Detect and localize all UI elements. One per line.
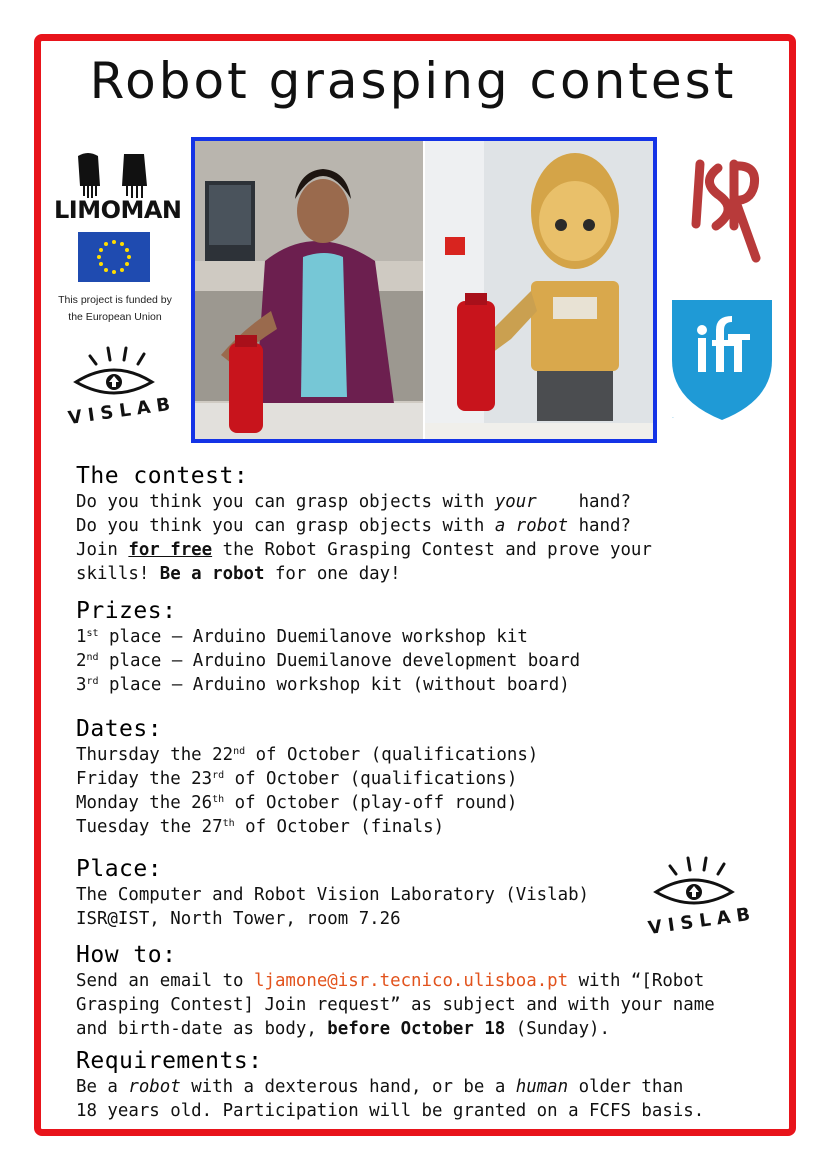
date-pre: Thursday the 22 [76, 745, 234, 765]
contest-line-1-em: your [494, 492, 537, 512]
howto-line-3-post: (Sunday). [505, 1019, 610, 1039]
howto-line-3 [76, 1017, 776, 1041]
req-human-em: human [515, 1077, 569, 1097]
contest-line-1 [76, 490, 776, 514]
contest-line-1-post: hand? [536, 492, 631, 512]
date-suffix: th [212, 794, 225, 805]
section-howto [76, 941, 776, 1041]
place-line-1: The Computer and Robot Vision Laboratory (Vislab) [76, 885, 590, 905]
prize-text: place — Arduino Duemilanove workshop kit [98, 627, 528, 647]
date-post: of October (qualifications) [245, 745, 539, 765]
date-suffix: th [222, 818, 235, 829]
req-robot-em: robot [128, 1077, 181, 1097]
eu-caption [40, 292, 190, 326]
isr-logo [686, 158, 758, 272]
date-suffix: rd [212, 770, 225, 781]
section-prizes [76, 597, 776, 697]
date-post: of October (qualifications) [224, 769, 518, 789]
dates-heading: Dates: [76, 716, 163, 742]
date-item [76, 815, 776, 839]
date-post: of October (finals) [234, 817, 445, 837]
dates-heading-text: Dates [76, 716, 148, 742]
prize-item [76, 649, 776, 673]
prize-rank-suffix: nd [86, 652, 99, 663]
date-suffix: nd [233, 746, 246, 757]
prize-rank-suffix: st [86, 628, 99, 639]
place-line-2: ISR@IST, North Tower, room 7.26 [76, 909, 401, 929]
email-link[interactable]: ljamone@isr.tecnico.ulisboa.pt [254, 971, 569, 991]
howto-line-1 [76, 969, 776, 993]
contest-line-2-post: hand? [568, 516, 631, 536]
howto-line-1-post: with “[Robot [568, 971, 705, 991]
prizes-heading-text: Prizes [76, 598, 163, 624]
vislab-logo-right [642, 854, 758, 940]
contest-line-4-pre: skills! [76, 564, 160, 584]
contest-line-3-post: the Robot Grasping Contest and prove your [212, 540, 652, 560]
vislab-wordmark-left: VISLAB [66, 393, 178, 430]
date-pre: Tuesday the 27 [76, 817, 223, 837]
eu-flag [78, 232, 150, 282]
date-post: of October (play-off round) [224, 793, 518, 813]
contest-heading-text: The contest [76, 463, 234, 489]
contest-line-3 [76, 538, 776, 562]
requirements-heading-text: Requirements [76, 1048, 249, 1074]
contest-line-4-post: for one day! [264, 564, 401, 584]
req-line-1-mid: with a dexterous hand, or be a [180, 1077, 516, 1097]
place-heading: Place: [76, 856, 163, 882]
deadline-text: before October 18 [327, 1019, 506, 1039]
poster-title: Robot grasping contest [89, 52, 737, 110]
for-free-text: for free [128, 540, 213, 560]
date-item [76, 791, 776, 815]
eu-caption-line2: the European Union [68, 311, 162, 323]
req-line-1-pre: Be a [76, 1077, 129, 1097]
contest-line-4 [76, 562, 776, 586]
ist-label: IST [672, 418, 674, 419]
prize-item [76, 625, 776, 649]
eu-caption-line1: This project is funded by [58, 294, 172, 306]
req-line-1-post: older than [568, 1077, 684, 1097]
howto-heading: How to: [76, 942, 177, 968]
contest-photo [191, 137, 657, 443]
prize-item [76, 673, 776, 697]
howto-line-2: Grasping Contest] Join request” as subject and with your name [76, 995, 715, 1015]
vislab-logo-left [62, 344, 178, 430]
contest-line-2 [76, 514, 776, 538]
date-pre: Friday the 23 [76, 769, 213, 789]
contest-line-1-pre: Do you think you can grasp objects with [76, 492, 495, 512]
limoman-logo [52, 150, 184, 222]
section-requirements [76, 1047, 776, 1123]
requirements-heading: Requirements: [76, 1048, 263, 1074]
contest-line-2-em: a robot [494, 516, 569, 536]
requirements-line-1 [76, 1075, 776, 1099]
be-a-robot-text: Be a robot [159, 564, 265, 584]
prize-text: place — Arduino workshop kit (without board) [98, 675, 570, 695]
contest-line-2-pre: Do you think you can grasp objects with [76, 516, 495, 536]
prize-rank-suffix: rd [86, 676, 99, 687]
prize-rank: 2 [76, 651, 87, 671]
howto-line-3-pre: and birth-date as body, [76, 1019, 328, 1039]
limoman-wordmark: LIMOMAN [54, 196, 182, 224]
prize-rank: 1 [76, 627, 87, 647]
requirements-line-2: 18 years old. Participation will be granted on a FCFS basis. [76, 1101, 705, 1121]
prize-rank: 3 [76, 675, 87, 695]
place-heading-text: Place [76, 856, 148, 882]
date-item [76, 767, 776, 791]
date-item [76, 743, 776, 767]
ist-logo [672, 300, 772, 420]
contest-line-3-pre: Join [76, 540, 129, 560]
section-contest [76, 462, 776, 586]
howto-line-1-pre: Send an email to [76, 971, 254, 991]
contest-heading: The contest: [76, 463, 249, 489]
isr-label: ISR [686, 270, 688, 271]
prize-text: place — Arduino Duemilanove development board [98, 651, 581, 671]
howto-heading-text: How to [76, 942, 163, 968]
vislab-wordmark-right: VISLAB [646, 903, 758, 940]
section-dates [76, 715, 776, 839]
date-pre: Monday the 26 [76, 793, 213, 813]
prizes-heading: Prizes: [76, 598, 177, 624]
